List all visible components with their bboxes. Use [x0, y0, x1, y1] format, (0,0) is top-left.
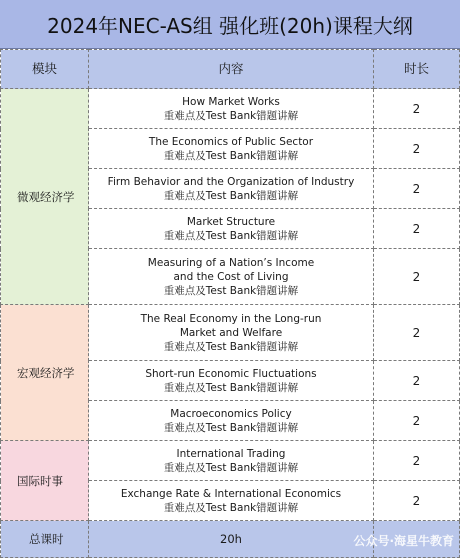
topic-note: 重难点及Test Bank错题讲解 — [163, 461, 299, 474]
syllabus-table — [0, 49, 460, 558]
topic-note: 重难点及Test Bank错题讲解 — [163, 229, 299, 242]
topic-title: Market and Welfare — [179, 326, 283, 339]
hours-cell: 2 — [374, 129, 460, 169]
topic-title: Short-run Economic Fluctuations — [145, 367, 317, 380]
topic-cell — [89, 249, 374, 305]
topic-title: International Trading — [176, 447, 286, 460]
topic-note: 重难点及Test Bank错题讲解 — [163, 284, 299, 297]
module-international-cell: 国际时事 — [1, 441, 89, 521]
table-header-row — [1, 50, 460, 89]
table-row — [1, 89, 460, 129]
topic-note: 重难点及Test Bank错题讲解 — [163, 501, 299, 514]
topic-title: and the Cost of Living — [173, 270, 289, 283]
watermark-logo: 公众号·海星牛教育 — [353, 534, 454, 548]
topic-title: Measuring of a Nation’s Income — [147, 256, 315, 269]
module-macro-cell: 宏观经济学 — [1, 305, 89, 441]
topic-title: Market Structure — [186, 215, 276, 228]
total-label: 总课时 — [1, 521, 89, 558]
hours-cell: 2 — [374, 249, 460, 305]
topic-cell — [89, 89, 374, 129]
table-row — [1, 305, 460, 361]
hours-cell: 2 — [374, 305, 460, 361]
header-module: 模块 — [1, 50, 89, 89]
topic-note: 重难点及Test Bank错题讲解 — [163, 189, 299, 202]
hours-cell: 2 — [374, 89, 460, 129]
page-title: 2024年NEC-AS组 强化班(20h)课程大纲 — [0, 0, 460, 49]
hours-cell: 2 — [374, 361, 460, 401]
topic-cell — [89, 361, 374, 401]
hours-cell: 2 — [374, 209, 460, 249]
topic-cell — [89, 481, 374, 521]
topic-cell — [89, 401, 374, 441]
topic-title: How Market Works — [182, 95, 280, 108]
topic-cell — [89, 209, 374, 249]
topic-title: Firm Behavior and the Organization of Industry — [107, 175, 355, 188]
topic-cell — [89, 305, 374, 361]
topic-title: Macroeconomics Policy — [170, 407, 292, 420]
hours-cell: 2 — [374, 441, 460, 481]
header-content: 内容 — [89, 50, 374, 89]
topic-cell — [89, 169, 374, 209]
topic-title: The Economics of Public Sector — [148, 135, 314, 148]
topic-note: 重难点及Test Bank错题讲解 — [163, 381, 299, 394]
topic-note: 重难点及Test Bank错题讲解 — [163, 149, 299, 162]
topic-title: Exchange Rate & International Economics — [120, 487, 342, 500]
topic-note: 重难点及Test Bank错题讲解 — [163, 109, 299, 122]
hours-cell: 2 — [374, 401, 460, 441]
topic-title: The Real Economy in the Long-run — [140, 312, 322, 325]
hours-cell: 2 — [374, 481, 460, 521]
table-row — [1, 441, 460, 481]
module-micro-cell: 微观经济学 — [1, 89, 89, 305]
topic-cell — [89, 441, 374, 481]
hours-cell: 2 — [374, 169, 460, 209]
topic-note: 重难点及Test Bank错题讲解 — [163, 340, 299, 353]
total-hours: 20h — [89, 521, 374, 558]
topic-note: 重难点及Test Bank错题讲解 — [163, 421, 299, 434]
header-hours: 时长 — [374, 50, 460, 89]
topic-cell — [89, 129, 374, 169]
